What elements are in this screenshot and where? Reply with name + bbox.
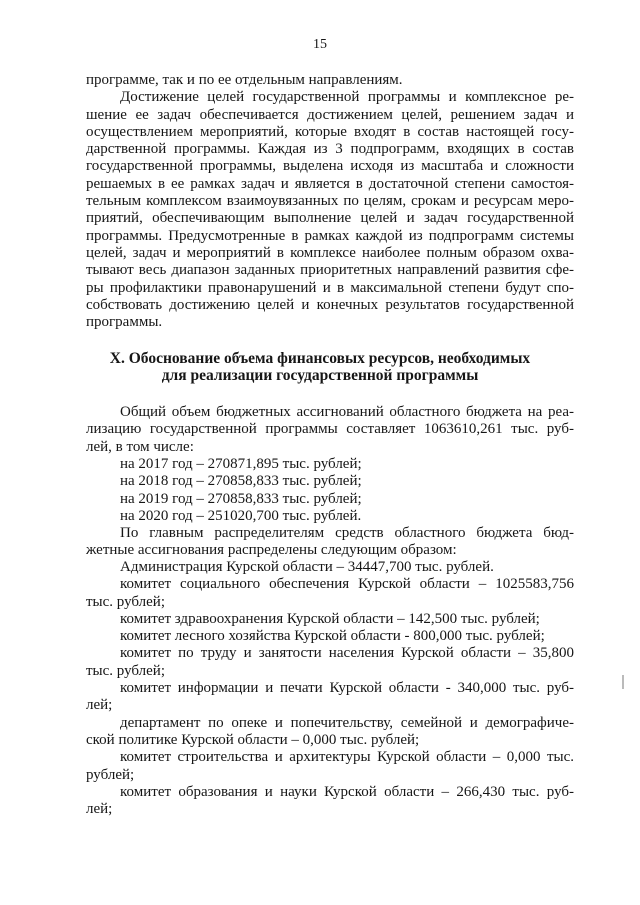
- text-line: собствовать достижению целей и конечных результатов государственной: [86, 296, 574, 313]
- year-item: на 2019 год – 270858,833 тыс. рублей;: [120, 490, 362, 507]
- year-item: на 2017 год – 270871,895 тыс. рублей;: [120, 456, 362, 472]
- recipient-item: комитет здравоохранения Курской области – 142,500 тыс. рублей;: [120, 610, 540, 627]
- text-line: ры профилактики правонарушений и в максимальной степени будут спо-: [86, 279, 574, 296]
- distribution-paragraph: [86, 525, 574, 560]
- recipient-item: комитет социального обеспечения Курской области – 1025583,756: [120, 576, 574, 593]
- text-line: шение ее задач обеспечивается достижением целей, решением задач и: [86, 106, 574, 123]
- recipient-item-cont: лей;: [86, 801, 113, 818]
- page-number: 15: [313, 37, 327, 52]
- recipient-item: комитет информации и печати Курской области - 340,000 тыс. руб-: [120, 680, 574, 697]
- recipient-item: Администрация Курской области – 34447,700 тыс. рублей.: [120, 559, 494, 575]
- text-line: тывают весь диапазон заданных приоритетных направлений развития сфе-: [86, 262, 574, 279]
- recipient-item: комитет образования и науки Курской области – 266,430 тыс. руб-: [120, 783, 574, 800]
- text-line: жетные ассигнования распределены следующим образом:: [86, 542, 457, 559]
- recipient-item-cont: рублей;: [86, 766, 135, 783]
- text-line: тельным комплексом взаимоувязанных по целям, срокам и ресурсам меро-: [86, 193, 574, 210]
- text-line: лей, в том числе:: [86, 438, 194, 455]
- year-item: на 2018 год – 270858,833 тыс. рублей;: [120, 473, 362, 490]
- year-item: на 2020 год – 251020,700 тыс. рублей.: [120, 507, 362, 524]
- text-line: Общий объем бюджетных ассигнований областного бюджета на реа-: [120, 404, 574, 420]
- budget-paragraph: [86, 404, 574, 456]
- text-line: программе, так и по ее отдельным направлениям.: [86, 72, 403, 88]
- section-title-line: для реализации государственной программы: [161, 367, 479, 384]
- recipient-item-cont: лей;: [86, 697, 113, 714]
- intro-paragraph: [86, 72, 574, 331]
- recipient-item-cont: тыс. рублей;: [86, 662, 165, 679]
- recipient-item-cont: тыс. рублей;: [86, 593, 165, 610]
- recipient-item: комитет строительства и архитектуры Курской области – 0,000 тыс.: [120, 749, 574, 766]
- text-line: дарственной программы. Каждая из 3 подпрограмм, входящих в состав: [86, 141, 574, 158]
- text-line: целей, задач и мероприятий в комплексе наиболее полным образом охва-: [86, 244, 574, 261]
- recipient-item: комитет лесного хозяйства Курской области - 800,000 тыс. рублей;: [120, 628, 545, 645]
- text-line: Достижение целей государственной программы и комплексное ре-: [120, 89, 574, 106]
- text-line: приятий, обеспечивающим выполнение целей и задач государственной: [86, 210, 574, 227]
- section-title-line: X. Обоснование объема финансовых ресурсов, необходимых: [109, 350, 531, 367]
- text-line: государственной программы, выделена исходя из масштаба и сложности: [86, 158, 574, 175]
- text-line: лизацию государственной программы составляет 1063610,261 тыс. руб-: [86, 421, 574, 438]
- text-line: программы. Предусмотренные в рамках каждой из подпрограмм системы: [86, 227, 574, 244]
- text-line: решаемых в ее рамках задач и является в достаточной степени самостоя-: [86, 175, 574, 192]
- recipient-item: департамент по опеке и попечительству, семейной и демографиче-: [120, 714, 574, 731]
- text-line: осуществлением мероприятий, которые входят в состав настоящей госу-: [86, 123, 574, 140]
- text-line: программы.: [86, 314, 163, 331]
- recipients-list: [86, 559, 574, 818]
- recipient-item: комитет по труду и занятости населения Курской области – 35,800: [120, 645, 574, 662]
- text-line: По главным распределителям средств областного бюджета бюд-: [120, 525, 574, 541]
- yearly-breakdown: [86, 456, 574, 525]
- scan-margin-mark: [622, 675, 624, 689]
- recipient-item-cont: ской политике Курской области – 0,000 тыс. рублей;: [86, 731, 420, 748]
- section-title: [0, 350, 640, 384]
